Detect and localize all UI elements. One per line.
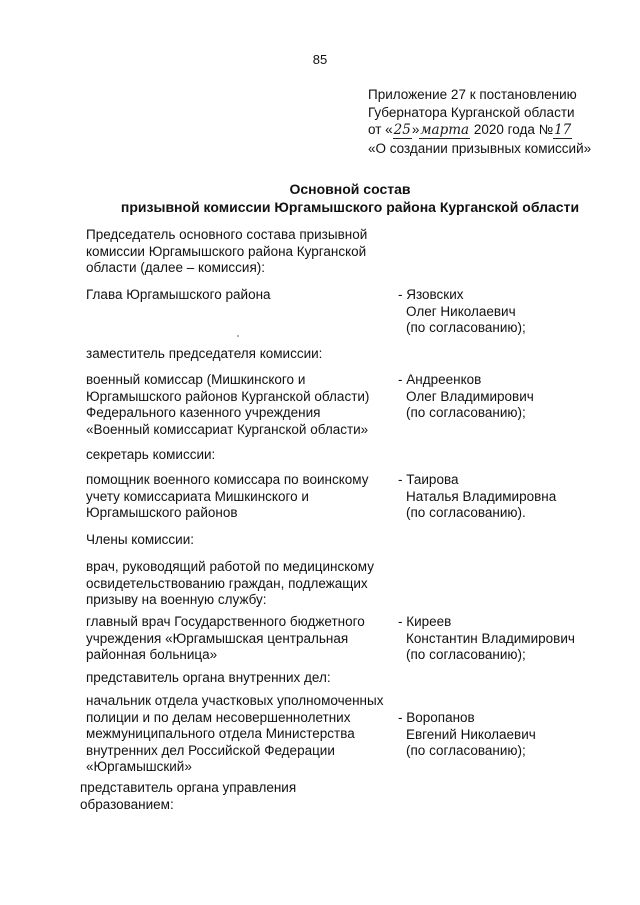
text-line: представитель органа управления — [80, 780, 297, 795]
text-line: главный врач Государственного бюджетного — [86, 614, 365, 629]
text-line: военный комиссар (Мишкинского и — [86, 372, 306, 387]
chairman-person — [398, 287, 638, 337]
handwritten-day: 25 — [393, 122, 411, 138]
text-line: Юргамышского районов Курганской области) — [86, 388, 370, 404]
handwritten-month: марта — [420, 122, 470, 138]
text-line: «Военный комиссариат Курганской области» — [86, 421, 369, 437]
text-line: начальник отдела участковых уполномоченных — [86, 693, 384, 708]
text-line: помощник военного комиссара по воинскому — [86, 472, 369, 487]
text-line: образованием: — [80, 796, 174, 812]
text-line: учету комиссариата Мишкинского и — [86, 488, 309, 504]
deputy-heading: заместитель председателя комиссии: — [86, 346, 323, 361]
page-number: 85 — [312, 52, 328, 67]
title-line-2: призывной комиссии Юргамышского района Курганской области — [120, 199, 580, 215]
text-line: внутренних дел Российской Федерации — [86, 742, 335, 758]
deputy-position — [86, 372, 386, 438]
text-line: области (далее – комиссия): — [86, 260, 266, 275]
deputy-person — [398, 372, 638, 422]
secretary-person — [398, 472, 638, 522]
person-note: (по согласованию); — [406, 320, 526, 335]
handwritten-number: 17 — [554, 122, 572, 138]
appendix-date-quote: » — [411, 122, 420, 137]
doctor-heading — [86, 559, 386, 609]
secretary-position — [86, 472, 386, 522]
text-line: районная больница» — [86, 647, 218, 662]
appendix-line-3 — [368, 121, 633, 140]
scan-speck — [237, 335, 239, 337]
text-line: освидетельствованию граждан, подлежащих — [86, 575, 368, 591]
appendix-year: 2020 года № — [470, 122, 554, 137]
text-line: «Юргамышский» — [86, 759, 192, 774]
person-name: Олег Николаевич — [406, 303, 516, 319]
person-note: (по согласованию); — [406, 647, 526, 662]
text-line: полиции и по делам несовершеннолетних — [86, 709, 351, 725]
title-line-1: Основной состав — [289, 181, 411, 197]
person-surname: - Андреенков — [398, 372, 482, 387]
doctor-position — [86, 614, 386, 664]
person-name: Константин Владимирович — [406, 630, 575, 646]
chairman-position: Глава Юргамышского района — [86, 287, 271, 302]
person-surname: - Воропанов — [398, 710, 475, 725]
person-surname: - Киреев — [398, 614, 452, 629]
text-line: призыву на военную службу: — [86, 592, 267, 607]
person-surname: - Таирова — [398, 472, 459, 487]
police-position — [86, 693, 386, 776]
doctor-person — [398, 614, 638, 664]
person-surname: - Язовских — [398, 287, 464, 302]
person-note: (по согласованию). — [406, 505, 526, 520]
text-line: Председатель основного состава призывной — [86, 227, 368, 242]
document-title — [0, 180, 640, 216]
education-heading — [80, 780, 380, 813]
appendix-header — [368, 86, 633, 157]
members-heading: Члены комиссии: — [86, 532, 195, 547]
appendix-line-1: Приложение 27 к постановлению — [368, 87, 577, 102]
appendix-line-2: Губернатора Курганской области — [368, 104, 575, 120]
appendix-date-prefix: от « — [368, 122, 393, 137]
person-note: (по согласованию); — [406, 743, 526, 758]
text-line: врач, руководящий работой по медицинскому — [86, 559, 374, 574]
text-line: учреждения «Юргамышская центральная — [86, 630, 349, 646]
person-name: Наталья Владимировна — [406, 488, 557, 504]
chairman-intro — [86, 227, 386, 277]
text-line: комиссии Юргамышского района Курганской — [86, 243, 367, 259]
person-note: (по согласованию); — [406, 405, 526, 420]
secretary-heading: секретарь комиссии: — [86, 447, 216, 462]
text-line: Федерального казенного учреждения — [86, 405, 321, 420]
person-name: Олег Владимирович — [406, 388, 534, 404]
person-name: Евгений Николаевич — [406, 726, 536, 742]
appendix-line-4: «О создании призывных комиссий» — [368, 140, 592, 156]
text-line: Юргамышского районов — [86, 505, 238, 520]
text-line: межмуниципального отдела Министерства — [86, 726, 355, 741]
police-heading: представитель органа внутренних дел: — [86, 670, 331, 685]
police-person — [398, 710, 638, 760]
